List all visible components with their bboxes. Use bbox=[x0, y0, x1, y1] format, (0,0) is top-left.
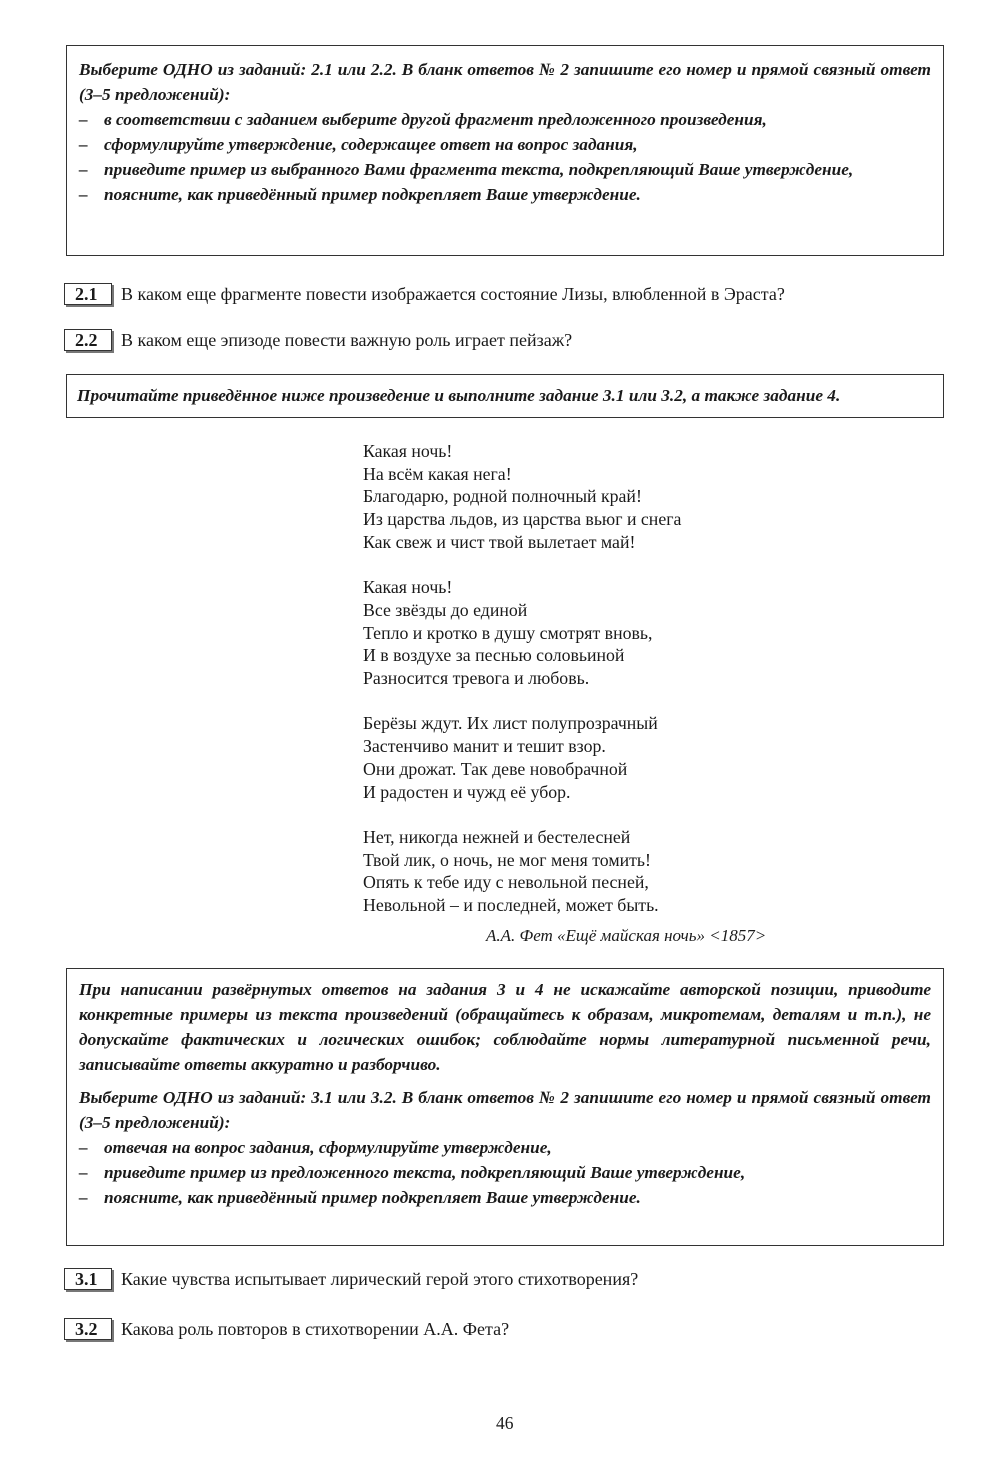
task3-instruction-item: – отвечая на вопрос задания, сформулируйте утверждение, bbox=[79, 1135, 931, 1160]
question-text: В каком еще фрагменте повести изображается состояние Лизы, влюбленной в Эраста? bbox=[121, 283, 785, 304]
question-3-2 bbox=[64, 1318, 509, 1340]
question-number-badge: 2.2 bbox=[64, 329, 112, 351]
poem-line: Какая ночь! bbox=[363, 577, 453, 598]
question-number-badge: 3.2 bbox=[64, 1318, 112, 1340]
poem-line: Твой лик, о ночь, не мог меня томить! bbox=[363, 849, 651, 870]
instructions-box-task3 bbox=[66, 968, 944, 1246]
poem bbox=[363, 440, 681, 917]
list-dash: – bbox=[79, 1138, 88, 1157]
task2-instruction-item: – в соответствии с заданием выберите другой фрагмент предложенного произведения, bbox=[79, 107, 931, 132]
poem-line: Какая ночь! bbox=[363, 441, 453, 461]
poem-line: И радостен и чужд её убор. bbox=[363, 781, 571, 802]
task3-instruction-item: – приведите пример из предложенного текста, подкрепляющий Ваше утверждение, bbox=[79, 1160, 931, 1185]
poem-line: Из царства льдов, из царства вьюг и снега bbox=[363, 509, 682, 530]
page-number: 46 bbox=[496, 1413, 514, 1433]
read-instruction: Прочитайте приведённое ниже произведение и выполните задание 3.1 или 3.2, а также задание 4. bbox=[77, 386, 841, 405]
task2-instruction-intro: Выберите ОДНО из заданий: 2.1 или 2.2. В бланк ответов № 2 запишите его номер и прямой связный ответ (3–5 предложений): bbox=[79, 60, 931, 104]
task2-instruction-item: – поясните, как приведённый пример подкрепляет Ваше утверждение. bbox=[79, 182, 931, 207]
list-dash: – bbox=[79, 160, 88, 179]
poem-stanza bbox=[363, 712, 681, 803]
writing-guidelines: При написании развёрнутых ответов на задания 3 и 4 не искажайте авторской позиции, приводите конкретные примеры из текста произведений (обращайтесь к образам, микротемам, деталям и т.п.), не допускайте фактических и логических ошибок; соблюдайте нормы литературной письменной речи, записывайте ответы аккуратно и разборчиво. bbox=[79, 980, 931, 1074]
poem-line: Застенчиво манит и тешит взор. bbox=[363, 736, 606, 757]
poem-line: Как свеж и чист твой вылетает май! bbox=[363, 531, 636, 552]
poem-stanza bbox=[363, 576, 681, 690]
instructions-box-task2 bbox=[66, 45, 944, 256]
poem-line: И в воздухе за песнью соловьиной bbox=[363, 645, 625, 666]
poem-line: Благодарю, родной полночный край! bbox=[363, 486, 642, 507]
question-number-badge: 2.1 bbox=[64, 283, 112, 305]
task3-instruction-item: – поясните, как приведённый пример подкрепляет Ваше утверждение. bbox=[79, 1185, 931, 1210]
question-text: Какова роль повторов в стихотворении А.А. Фета? bbox=[121, 1318, 510, 1339]
poem-line: Опять к тебе иду с невольной песней, bbox=[363, 872, 649, 893]
poem-stanza bbox=[363, 826, 681, 917]
question-text: В каком еще эпизоде повести важную роль играет пейзаж? bbox=[121, 329, 573, 350]
list-dash: – bbox=[79, 1163, 88, 1182]
poem-line: Они дрожат. Так деве новобрачной bbox=[363, 758, 628, 779]
question-text: Какие чувства испытывает лирический герой этого стихотворения? bbox=[121, 1268, 639, 1289]
poem-stanza bbox=[363, 440, 681, 554]
instructions-box-read bbox=[66, 374, 944, 418]
poem-line: Все звёзды до единой bbox=[363, 599, 528, 620]
poem-attribution: А.А. Фет «Ещё майская ночь» <1857> bbox=[486, 926, 767, 945]
poem-line: Нет, никогда нежней и бестелесней bbox=[363, 826, 631, 847]
task2-instruction-item: – приведите пример из выбранного Вами фрагмента текста, подкрепляющий Ваше утверждение, bbox=[79, 157, 931, 182]
question-2-2 bbox=[64, 329, 572, 351]
question-2-1 bbox=[64, 283, 785, 305]
list-dash: – bbox=[79, 110, 88, 129]
list-dash: – bbox=[79, 185, 88, 204]
list-dash: – bbox=[79, 1188, 88, 1207]
poem-line: На всём какая нега! bbox=[363, 463, 512, 484]
poem-line: Тепло и кротко в душу смотрят вновь, bbox=[363, 622, 653, 643]
question-3-1 bbox=[64, 1268, 638, 1290]
poem-line: Берёзы ждут. Их лист полупрозрачный bbox=[363, 713, 658, 734]
question-number-badge: 3.1 bbox=[64, 1268, 112, 1290]
poem-line: Невольной – и последней, может быть. bbox=[363, 895, 659, 916]
task3-instruction-intro: Выберите ОДНО из заданий: 3.1 или 3.2. В бланк ответов № 2 запишите его номер и прямой связный ответ (3–5 предложений): bbox=[79, 1088, 931, 1132]
list-dash: – bbox=[79, 135, 88, 154]
task2-instruction-item: – сформулируйте утверждение, содержащее ответ на вопрос задания, bbox=[79, 132, 931, 157]
poem-line: Разносится тревога и любовь. bbox=[363, 668, 590, 689]
